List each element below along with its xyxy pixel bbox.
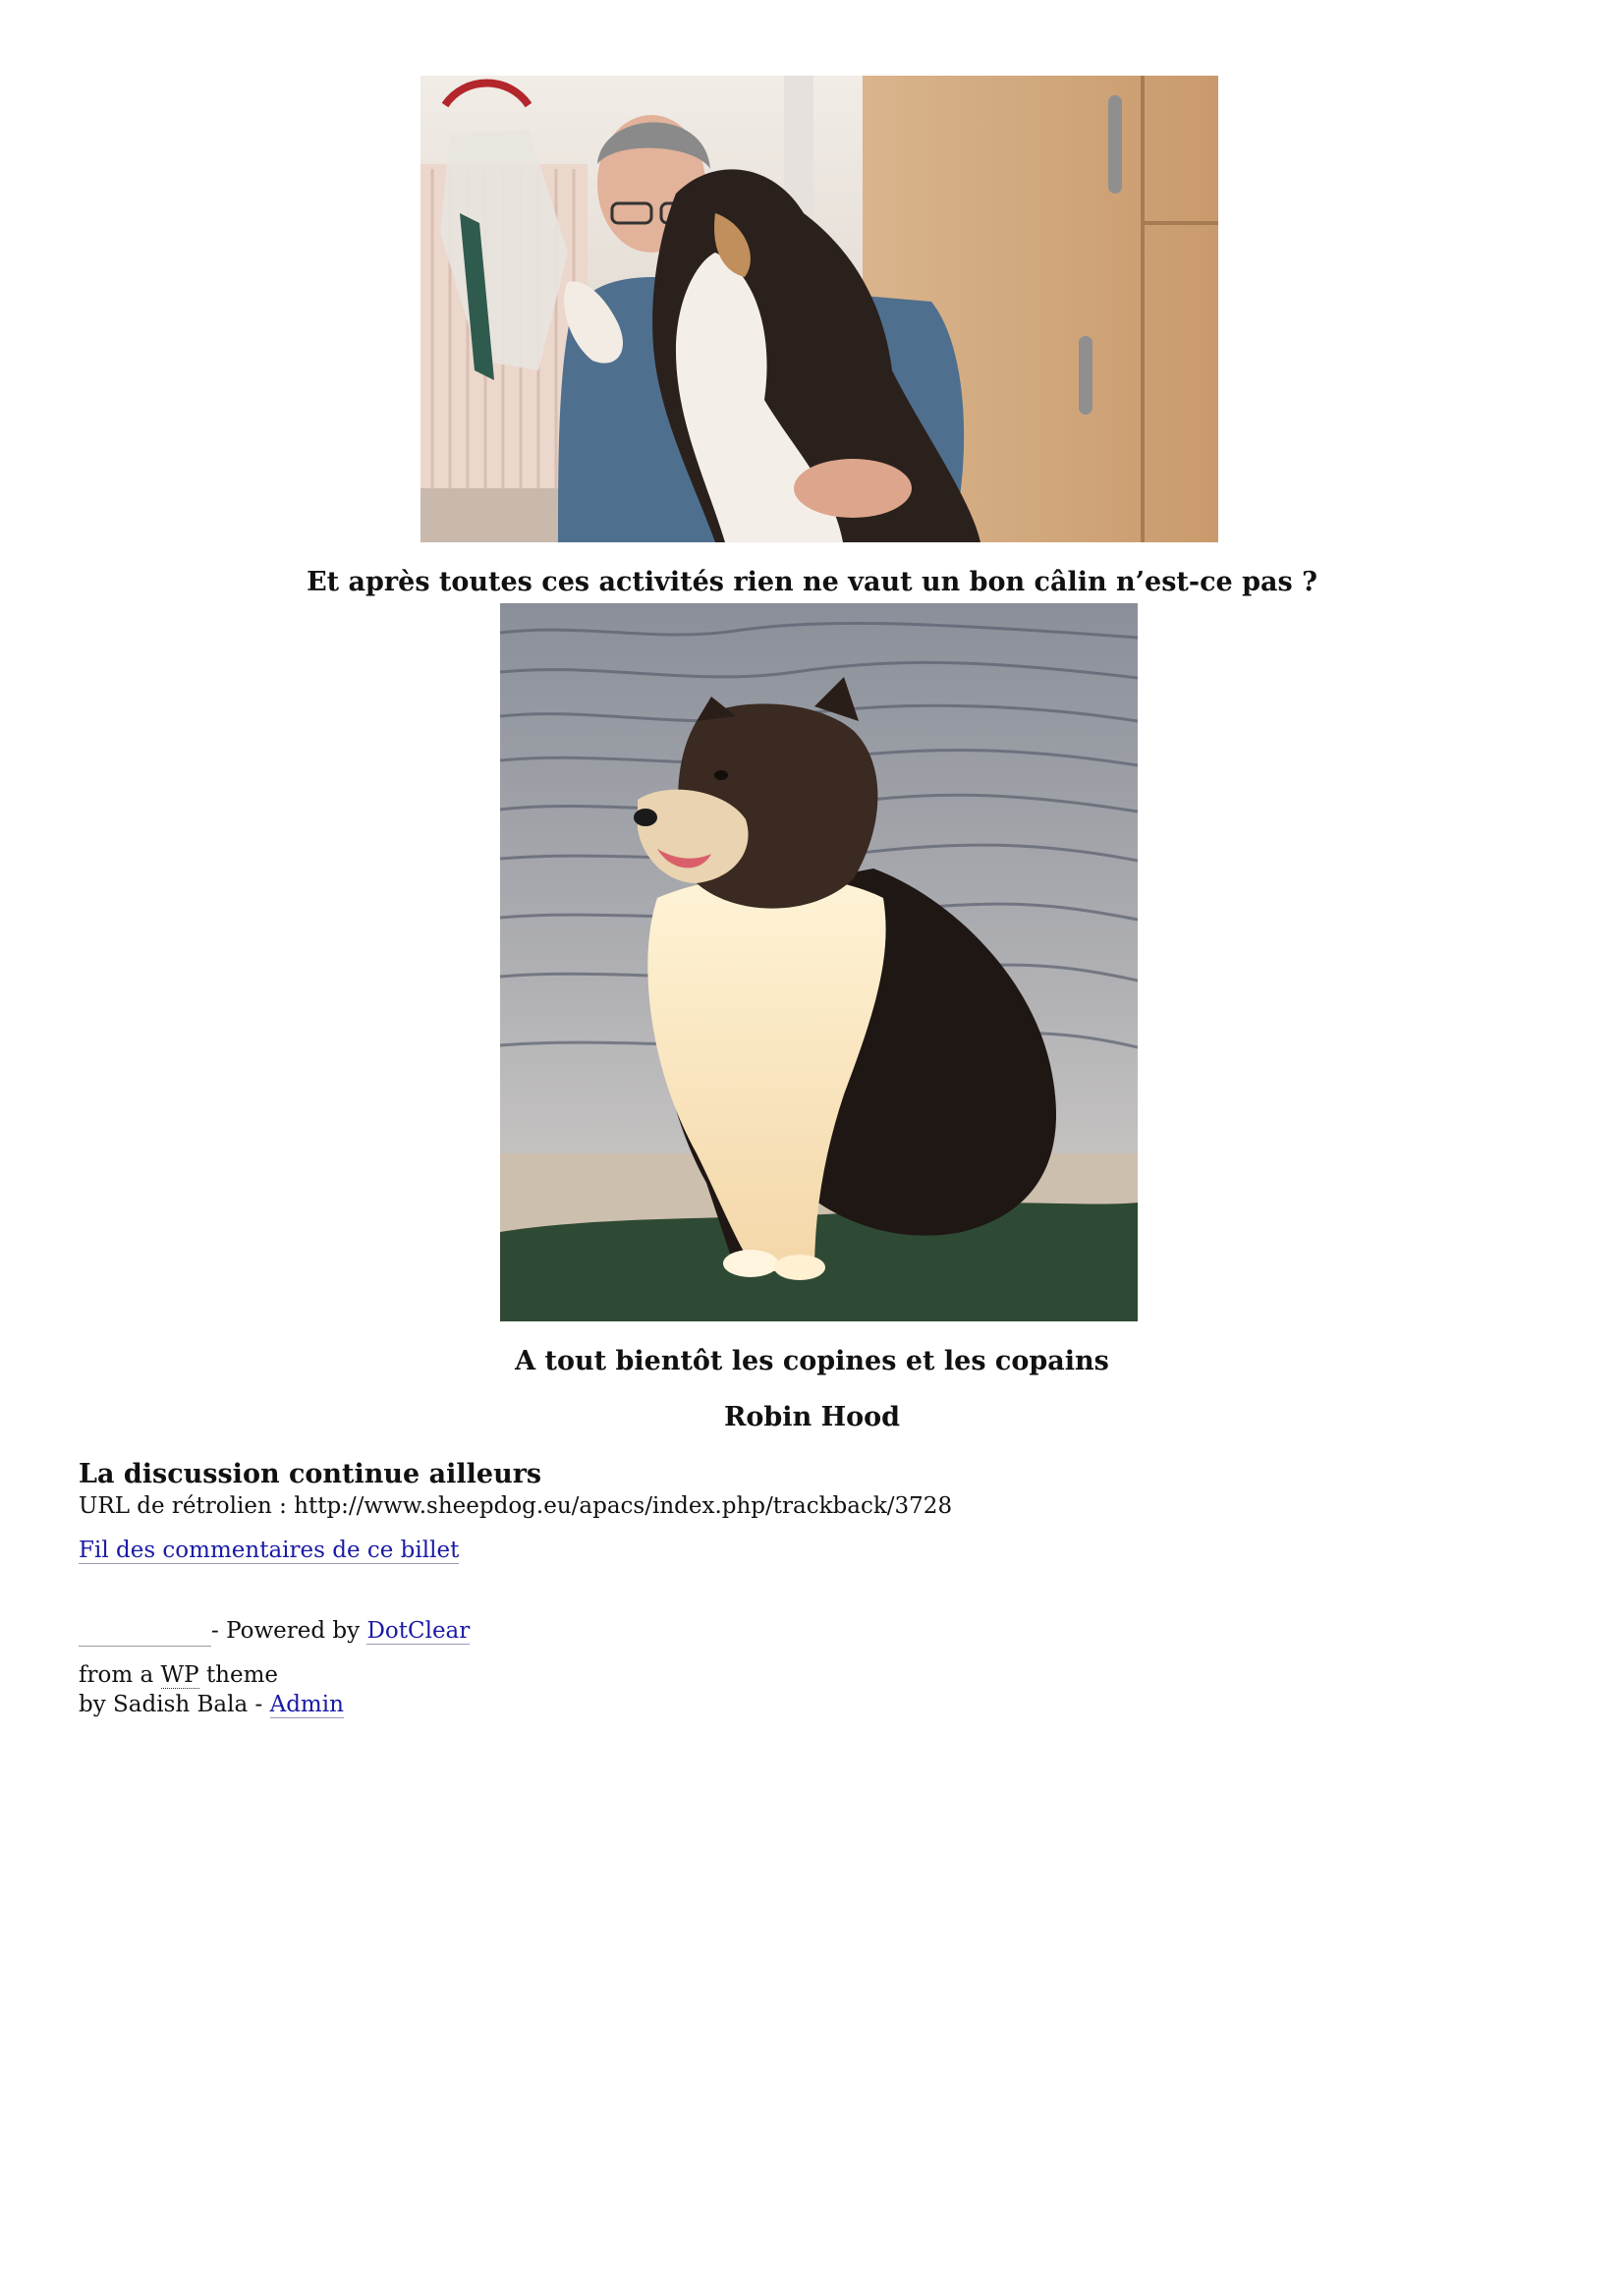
post-signature: Robin Hood [723, 1402, 901, 1432]
trackback-url-line [79, 1491, 952, 1521]
powered-by-text: - Powered by [211, 1618, 361, 1644]
theme-credit-line [79, 1660, 278, 1690]
trackback-label: URL de rétrolien : [79, 1493, 287, 1519]
site-home-link[interactable] [79, 1622, 211, 1647]
author-credit-line [79, 1690, 344, 1719]
author-text: by Sadish Bala - [79, 1692, 263, 1717]
discussion-heading: La discussion continue ailleurs [79, 1459, 542, 1489]
comments-feed-link[interactable]: Fil des commentaires de ce billet [79, 1538, 460, 1563]
post-caption-goodbye: A tout bientôt les copines et les copains [515, 1346, 1109, 1376]
post-caption-cuddle: Et après toutes ces activités rien ne vaut un bon câlin n’est-ce pas ? [307, 567, 1317, 597]
theme-prefix: from a [79, 1662, 154, 1688]
dotclear-link[interactable]: DotClear [366, 1618, 471, 1644]
photo-dog-sitting-beach [500, 603, 1138, 1321]
theme-suffix: theme [205, 1662, 279, 1688]
photo-man-hugging-dog [420, 76, 1218, 542]
wp-abbreviation: WP [160, 1662, 199, 1688]
trackback-url: http://www.sheepdog.eu/apacs/index.php/trackback/3728 [294, 1493, 953, 1519]
comments-feed-line [79, 1536, 459, 1565]
powered-by-line [79, 1616, 470, 1647]
admin-link[interactable]: Admin [269, 1692, 344, 1717]
